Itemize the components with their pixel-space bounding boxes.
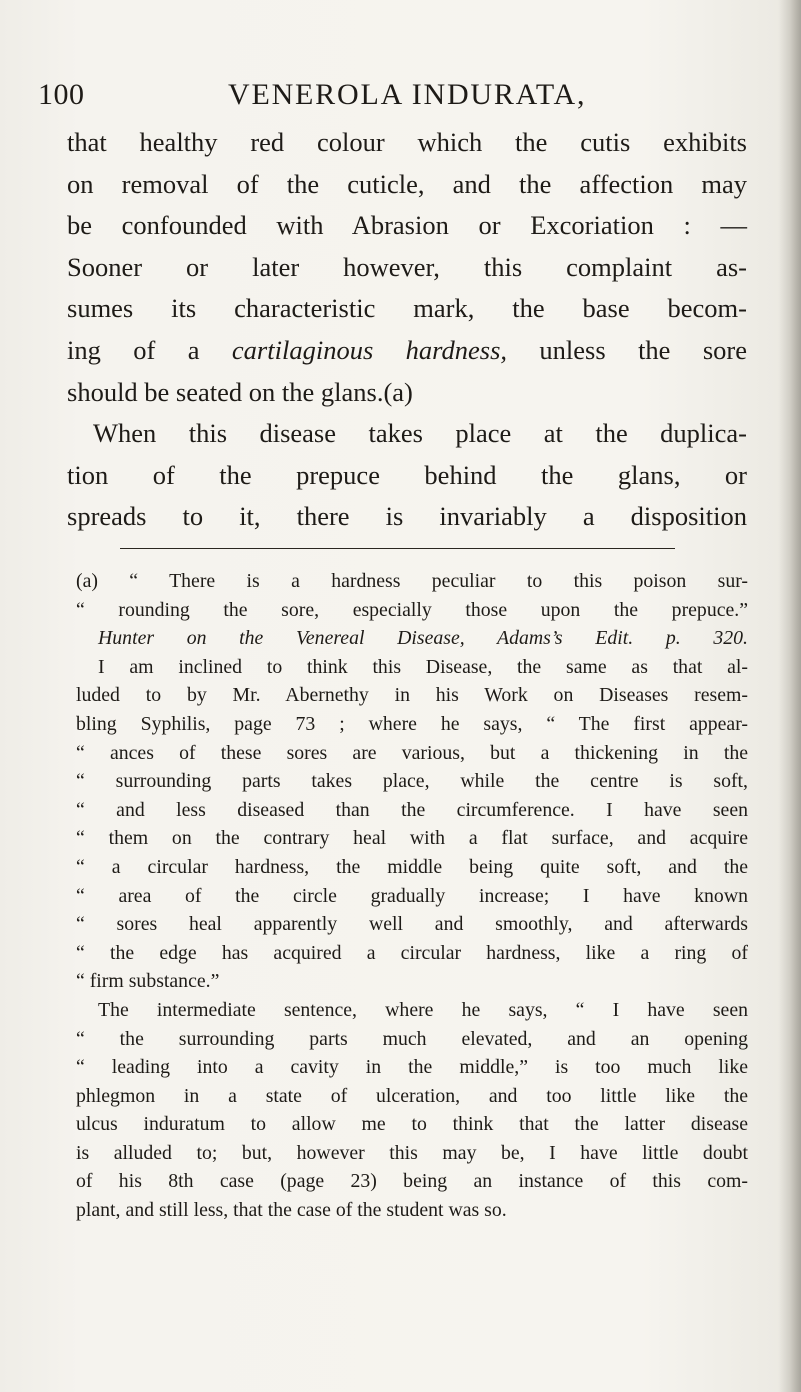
running-head: VENEROLA INDURATA, <box>228 78 587 111</box>
footnote-line-17: “ the surrounding parts much elevated, and an opening <box>76 1027 748 1050</box>
footnote-line-21: is alluded to; but, however this may be, I have little doubt <box>76 1141 748 1164</box>
body-line-6-end: unless the sore <box>507 334 748 365</box>
body-line-10: spreads to it, there is invariably a disposition <box>67 501 747 532</box>
footnote <box>76 567 748 1225</box>
page-edge-shadow <box>779 0 801 1392</box>
footnote-citation <box>76 624 748 653</box>
footnote-line-19: phlegmon in a state of ulceration, and too little like the <box>76 1084 748 1107</box>
body-line-3: be confounded with Abrasion or Excoriation : — <box>67 210 747 241</box>
footnote-line-7: “ ances of these sores are various, but a thickening in the <box>76 741 748 764</box>
body-line-2: on removal of the cuticle, and the affection may <box>67 168 747 199</box>
footnote-line-6: bling Syphilis, page 73 ; where he says, “ The first appear- <box>76 712 748 735</box>
footnote-line-16: The intermediate sentence, where he says, “ I have seen <box>98 998 748 1021</box>
footnote-line-5: luded to by Mr. Abernethy in his Work on Diseases resem- <box>76 684 748 707</box>
page-header <box>38 78 778 118</box>
body-line-4: Sooner or later however, this complaint as- <box>67 251 747 282</box>
body-line-8: When this disease takes place at the duplica- <box>93 418 747 449</box>
footnote-line-22: of his 8th case (page 23) being an instance of this com- <box>76 1170 748 1193</box>
footnote-rule <box>120 548 675 549</box>
footnote-line-15: “ firm substance.” <box>76 970 220 993</box>
page-number: 100 <box>38 78 85 111</box>
footnote-line-8: “ surrounding parts takes place, while the centre is soft, <box>76 770 748 793</box>
footnote-line-2: “ rounding the sore, especially those upon the prepuce.” <box>76 598 748 621</box>
body-line-5: sumes its characteristic mark, the base becom- <box>67 293 747 324</box>
body-line-6 <box>67 330 747 372</box>
footnote-line-13: “ sores heal apparently well and smoothly, and afterwards <box>76 913 748 936</box>
footnote-line-14: “ the edge has acquired a circular hardness, like a ring of <box>76 941 748 964</box>
footnote-line-20: ulcus induratum to allow me to think that the latter disease <box>76 1113 748 1136</box>
footnote-line-4: I am inclined to think this Disease, the same as that al- <box>98 655 748 678</box>
body-line-6-start: ing of a <box>67 334 232 365</box>
footnote-line-9: “ and less diseased than the circumference. I have seen <box>76 798 748 821</box>
main-text <box>67 122 747 538</box>
body-line-7: should be seated on the glans.(a) <box>67 376 413 407</box>
italic-phrase: cartilaginous hardness, <box>231 334 508 365</box>
body-line-1: that healthy red colour which the cutis exhibits <box>67 127 747 157</box>
footnote-line-11: “ a circular hardness, the middle being quite soft, and the <box>76 855 748 878</box>
footnote-line-18: “ leading into a cavity in the middle,” is too much like <box>76 1056 748 1079</box>
footnote-line-23: plant, and still less, that the case of the student was so. <box>76 1199 507 1222</box>
footnote-line-10: “ them on the contrary heal with a flat surface, and acquire <box>76 827 748 850</box>
footnote-line-12: “ area of the circle gradually increase; I have known <box>76 884 748 907</box>
footnote-line-1: (a) “ There is a hardness peculiar to this poison sur- <box>76 570 748 592</box>
body-line-9: tion of the prepuce behind the glans, or <box>67 459 747 490</box>
citation-text: Hunter on the Venereal Disease, Adams’s Edit. p. 320. <box>98 627 748 650</box>
